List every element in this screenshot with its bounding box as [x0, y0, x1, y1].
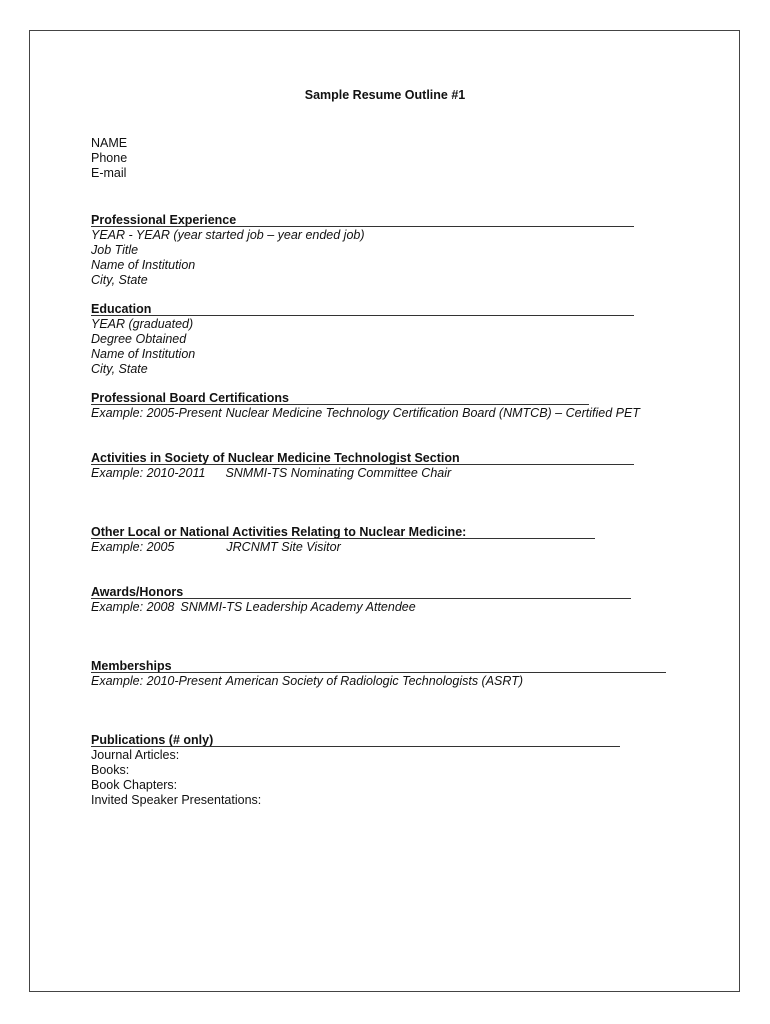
- header-phone: Phone: [91, 151, 128, 165]
- example-label: Example: 2010-2011: [91, 466, 206, 480]
- certifications-example: [91, 406, 640, 421]
- section-heading-publications: Publications (# only): [91, 733, 214, 747]
- header-name: NAME: [91, 136, 128, 150]
- example-label: Example: 2008: [91, 600, 175, 614]
- education-line: City, State: [91, 362, 148, 376]
- heading-underline: [91, 746, 620, 747]
- section-heading-certifications: Professional Board Certifications: [91, 391, 289, 405]
- experience-line: YEAR - YEAR (year started job – year ended job): [91, 228, 365, 242]
- example-label: Example: 2005: [91, 540, 175, 554]
- document-title: Sample Resume Outline #1: [304, 88, 466, 102]
- example-label: Example: 2010-Present: [91, 674, 222, 688]
- example-value: JRCNMT Site Visitor: [226, 540, 341, 554]
- publications-line: Journal Articles:: [91, 748, 180, 762]
- heading-underline: [91, 315, 634, 316]
- example-label: Example: 2005-Present: [91, 406, 222, 420]
- heading-underline: [91, 464, 634, 465]
- section-heading-experience: Professional Experience: [91, 213, 237, 227]
- experience-line: City, State: [91, 273, 148, 287]
- header-email: E-mail: [91, 166, 127, 180]
- heading-underline: [91, 404, 589, 405]
- publications-line: Books:: [91, 763, 130, 777]
- experience-line: Name of Institution: [91, 258, 196, 272]
- section-heading-memberships: Memberships: [91, 659, 172, 673]
- example-value: Nuclear Medicine Technology Certification Board (NMTCB) – Certified PET: [225, 406, 640, 420]
- publications-line: Invited Speaker Presentations:: [91, 793, 262, 807]
- heading-underline: [91, 598, 631, 599]
- education-line: YEAR (graduated): [91, 317, 194, 331]
- education-line: Name of Institution: [91, 347, 196, 361]
- other-activities-example: [91, 540, 341, 555]
- document-page: [29, 30, 740, 992]
- publications-line: Book Chapters:: [91, 778, 178, 792]
- education-line: Degree Obtained: [91, 332, 187, 346]
- society-example: [91, 466, 451, 481]
- section-heading-awards: Awards/Honors: [91, 585, 184, 599]
- heading-underline: [91, 538, 595, 539]
- section-heading-other-activities: Other Local or National Activities Relating to Nuclear Medicine:: [91, 525, 467, 539]
- section-heading-society: Activities in Society of Nuclear Medicine Technologist Section: [91, 451, 460, 465]
- awards-example: [91, 600, 416, 615]
- example-value: American Society of Radiologic Technologists (ASRT): [225, 674, 523, 688]
- experience-line: Job Title: [91, 243, 139, 257]
- example-value: SNMMI-TS Leadership Academy Attendee: [180, 600, 416, 614]
- memberships-example: [91, 674, 523, 689]
- heading-underline: [91, 226, 634, 227]
- section-heading-education: Education: [91, 302, 152, 316]
- heading-underline: [91, 672, 666, 673]
- example-value: SNMMI-TS Nominating Committee Chair: [225, 466, 452, 480]
